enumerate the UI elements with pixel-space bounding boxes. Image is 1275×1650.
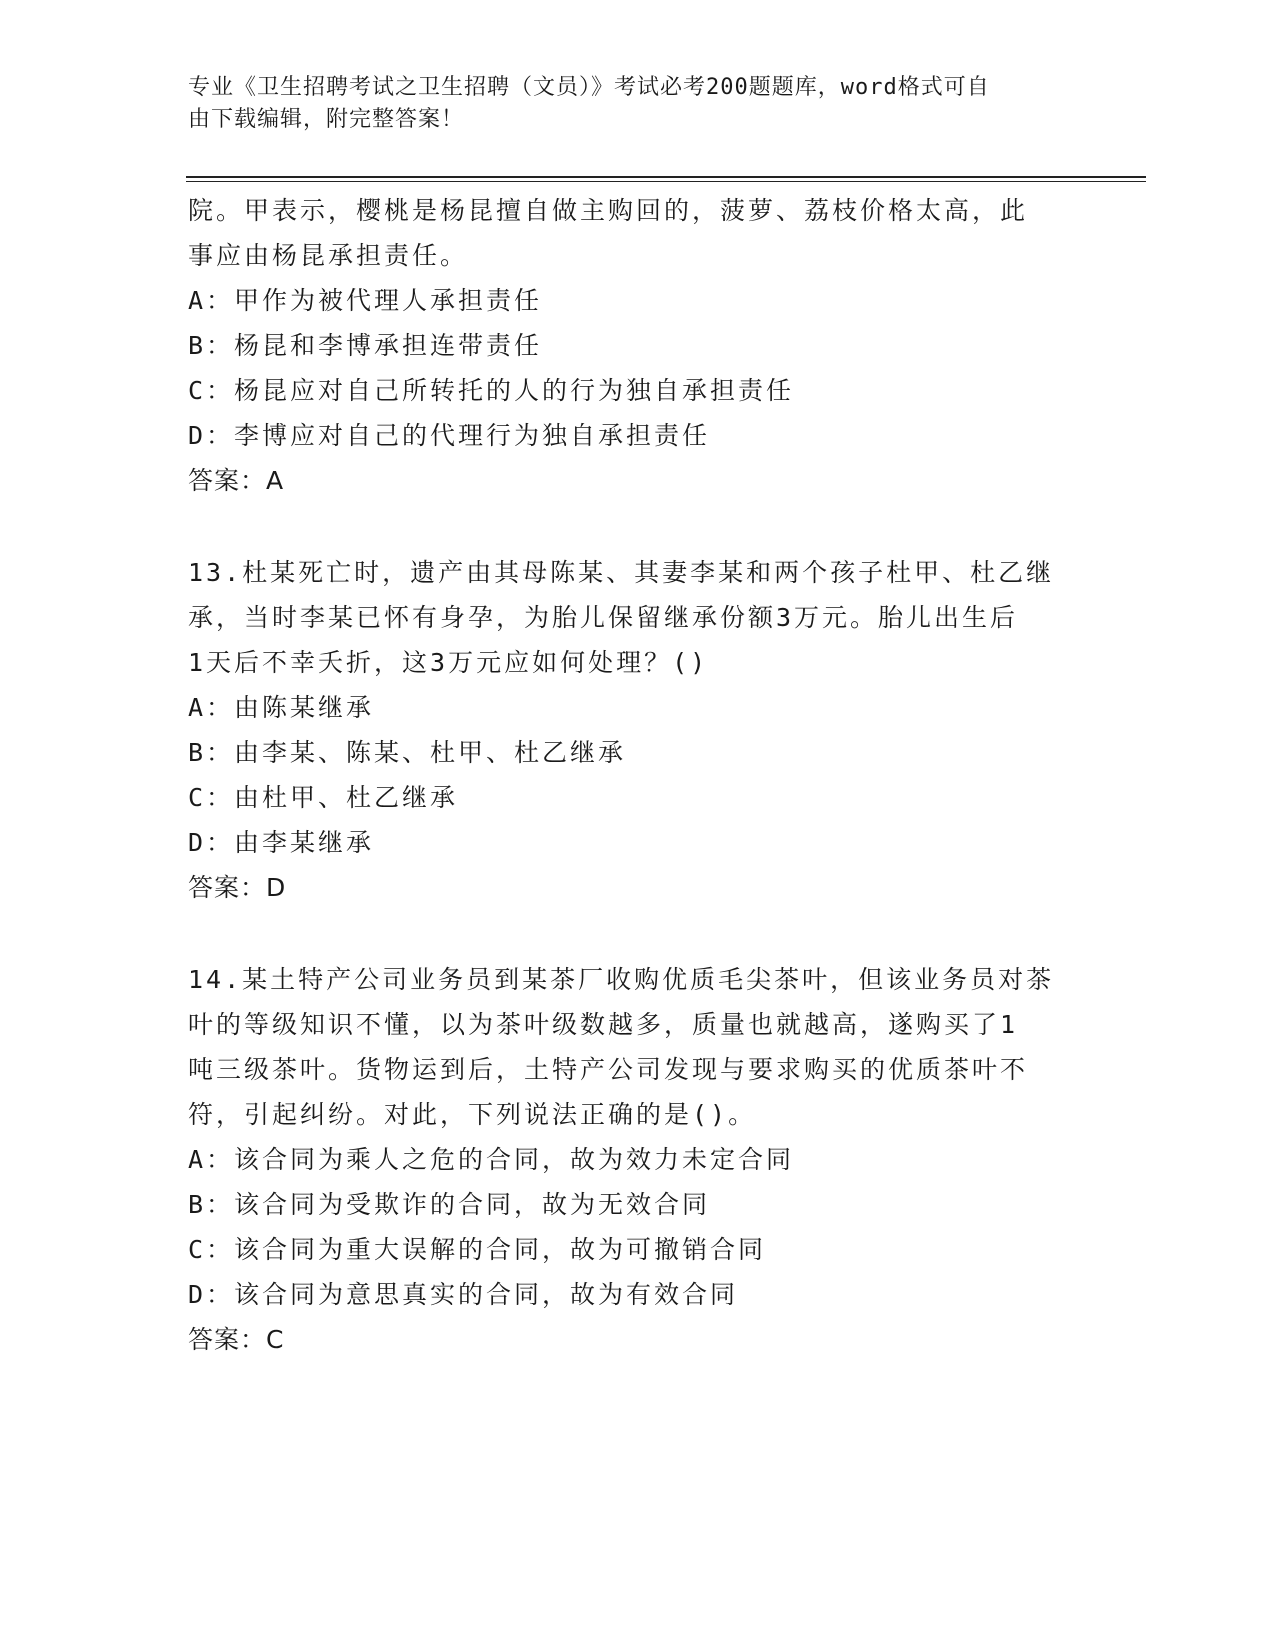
option-b: B：该合同为受欺诈的合同，故为无效合同 [188, 1190, 711, 1219]
header-rule-thin [186, 181, 1146, 182]
option-b: B：杨昆和李博承担连带责任 [188, 331, 543, 360]
spacer [188, 910, 1088, 957]
option-d: D：该合同为意思真实的合同，故为有效合同 [188, 1280, 739, 1309]
question-text-line: 14.某土特产公司业务员到某茶厂收购优质毛尖茶叶，但该业务员对茶 [188, 965, 1055, 994]
question-text-line: 吨三级茶叶。货物运到后，土特产公司发现与要求购买的优质茶叶不 [188, 1055, 1029, 1084]
question-13 [188, 550, 1088, 910]
answer-line: 答案：A [188, 466, 285, 495]
question-text-line: 叶的等级知识不懂，以为茶叶级数越多，质量也就越高，遂购买了1 [188, 1010, 1019, 1039]
header-rule-thick [186, 176, 1146, 178]
option-c: C：由杜甲、杜乙继承 [188, 783, 459, 812]
option-c: C：该合同为重大误解的合同，故为可撤销合同 [188, 1235, 767, 1264]
document-header [188, 72, 1068, 136]
question-text-line: 院。甲表示，樱桃是杨昆擅自做主购回的，菠萝、荔枝价格太高，此 [188, 196, 1029, 225]
spacer [188, 503, 1088, 550]
header-line-2: 由下载编辑，附完整答案！ [188, 107, 465, 132]
question-text-line: 13.杜某死亡时，遗产由其母陈某、其妻李某和两个孩子杜甲、杜乙继 [188, 558, 1055, 587]
option-d: D：李博应对自己的代理行为独自承担责任 [188, 421, 711, 450]
question-12-continued [188, 188, 1088, 503]
question-text-line: 符，引起纠纷。对此，下列说法正确的是()。 [188, 1100, 757, 1129]
option-c: C：杨昆应对自己所转托的人的行为独自承担责任 [188, 376, 795, 405]
answer-line: 答案：C [188, 1325, 285, 1354]
option-b: B：由李某、陈某、杜甲、杜乙继承 [188, 738, 627, 767]
option-a: A：该合同为乘人之危的合同，故为效力未定合同 [188, 1145, 795, 1174]
question-text-line: 1天后不幸夭折，这3万元应如何处理？() [188, 648, 709, 677]
question-content [188, 188, 1088, 1362]
option-a: A：甲作为被代理人承担责任 [188, 286, 543, 315]
header-line-1: 专业《卫生招聘考试之卫生招聘（文员）》考试必考200题题库，word格式可自 [188, 75, 990, 100]
question-text-line: 承，当时李某已怀有身孕，为胎儿保留继承份额3万元。胎儿出生后 [188, 603, 1019, 632]
question-14 [188, 957, 1088, 1362]
question-text-line: 事应由杨昆承担责任。 [188, 241, 469, 270]
option-a: A：由陈某继承 [188, 693, 375, 722]
option-d: D：由李某继承 [188, 828, 375, 857]
answer-line: 答案：D [188, 873, 287, 902]
